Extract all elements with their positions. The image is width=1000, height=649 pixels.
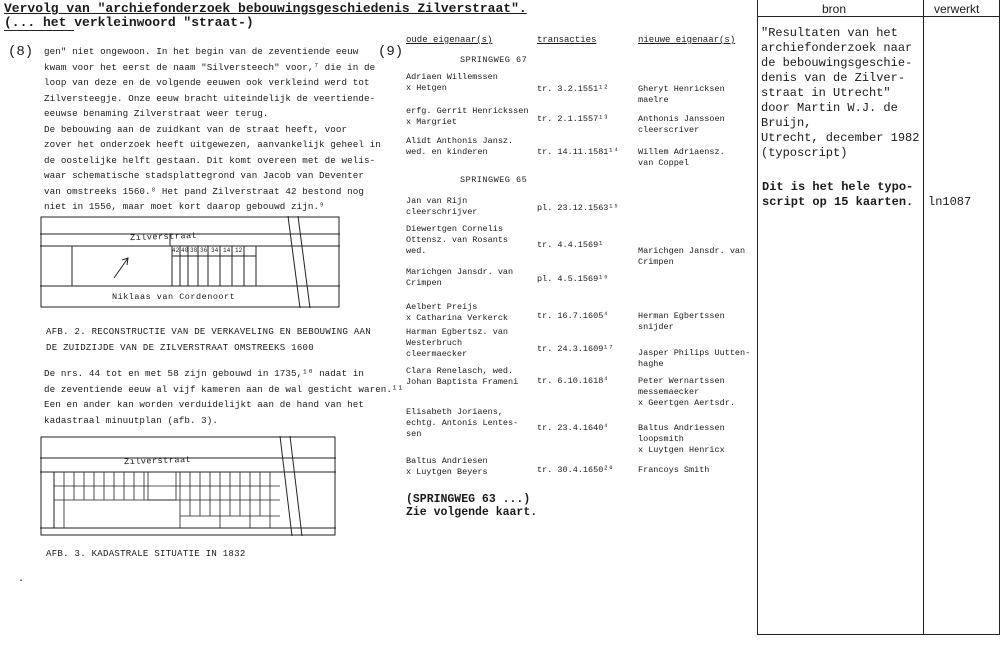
source-line: denis van de Zilver- [761, 71, 906, 85]
new-owner-line: maelre [638, 95, 669, 105]
new-owner-line: van Coppel [638, 158, 690, 168]
footer-line-1: (SPRINGWEG 63 ...) [406, 493, 531, 506]
new-owner [638, 348, 750, 370]
old-owner-line: Clara Renelasch, wed. [406, 366, 514, 376]
source-line: straat in Utrecht" [761, 86, 891, 100]
source-line: door Martin W.J. de [761, 101, 898, 115]
footer-line-2: Zie volgende kaart. [406, 506, 538, 519]
transaction: tr. 6.10.1618⁴ [537, 376, 609, 386]
old-owner [406, 72, 498, 94]
old-owner-line: Diewertgen Cornelis [406, 224, 503, 234]
new-owner-line: haghe [638, 359, 664, 369]
left-text-block [44, 44, 381, 215]
text-line: kadastraal minuutplan (afb. 3). [44, 414, 219, 426]
old-owner-line: erfg. Gerrit Henrickssen [406, 106, 529, 116]
text-line: Zilversteegje. Onze eeuw bracht uiteindelijk de veertiende- [44, 92, 376, 104]
header-new-owners: nieuwe eigenaar(s) [638, 35, 736, 45]
old-owner-line: x Margriet [406, 117, 458, 127]
old-owner-line: Elisabeth Joriaens, [406, 407, 503, 417]
section-springweg-65: SPRINGWEG 65 [460, 175, 528, 185]
text-line: waar schematische stadsplattegrond van Jacob van Deventer [44, 170, 364, 181]
stray-dot: . [18, 574, 25, 585]
transaction: tr. 23.4.1640⁴ [537, 423, 609, 433]
new-owner [638, 114, 725, 136]
old-owner-line: cleermaecker [406, 349, 468, 359]
new-owner-line: Herman Egbertssen [638, 311, 725, 321]
text-line: Een en ander kan worden verduidelijkt aan de hand van het [44, 399, 364, 410]
old-owner-line: Jan van Rijn [406, 196, 468, 206]
text-line: gen" niet ongewoon. In het begin van de zeventiende eeuw [44, 46, 359, 57]
new-owner [638, 423, 725, 456]
text-line: De nrs. 44 tot en met 58 zijn gebouwd in 1735,¹⁰ nadat in [44, 368, 364, 379]
source-note [762, 180, 913, 210]
old-owner-line: echtg. Antonis Lentes- [406, 418, 519, 428]
old-owner-line: Alidt Anthonis Jansz. [406, 136, 514, 146]
house-number: 38 [190, 247, 198, 254]
figure-caption-3: AFB. 3. KADASTRALE SITUATIE IN 1832 [46, 549, 246, 559]
new-owner-line: cleerscriver [638, 125, 700, 135]
old-owner-line: wed. en kinderen [406, 147, 488, 157]
new-owner-line: Francoys Smith [638, 465, 710, 475]
text-line: niet in 1556, maar moet kort daarop gebouwd zijn.⁹ [44, 201, 325, 212]
old-owner-line: Westerbruch [406, 338, 463, 348]
new-owner [638, 465, 709, 476]
house-number: 34 [211, 247, 219, 254]
source-line: (typoscript) [761, 146, 848, 160]
old-owner-line: Aelbert Preijs [406, 302, 478, 312]
transaction: pl. 23.12.1563¹⁵ [537, 203, 619, 213]
new-owner-line: Baltus Andriessen [638, 423, 725, 433]
transaction: tr. 4.4.1569¹ [537, 240, 604, 250]
column-divider-bron [757, 0, 758, 635]
processed-code: ln1087 [928, 195, 972, 209]
column-header-bron: bron [822, 2, 847, 16]
old-owner-line: sen [406, 429, 422, 439]
old-owner [406, 407, 518, 440]
old-owner-line: x Catharina Verkerck [406, 313, 509, 323]
old-owner [406, 106, 528, 128]
transaction: pl. 4.5.1569¹⁶ [537, 274, 609, 284]
old-owner [406, 267, 513, 289]
figure-caption-2 [46, 324, 371, 356]
old-owner-line: Crimpen [406, 278, 442, 288]
text-line: loop van deze en de volgende eeuwen ook verkleind werd tot [44, 77, 370, 88]
old-owner-line: cleerschrijver [406, 207, 478, 217]
map-cadastral-1832 [40, 436, 336, 536]
source-line: Bruijn, [761, 116, 812, 130]
column-header-verwerkt: verwerkt [934, 2, 980, 16]
title-prefix: Vervolg [4, 1, 59, 16]
new-owner [638, 311, 725, 333]
new-owner [638, 147, 725, 169]
bottom-rule [757, 634, 1000, 635]
header-transactions: transacties [537, 35, 597, 45]
source-line: "Resultaten van het [761, 26, 898, 40]
page-title [4, 2, 527, 16]
footer-next-card [406, 493, 537, 519]
old-owner-line: Marichgen Jansdr. van [406, 267, 514, 277]
note-line-2: script op 15 kaarten. [762, 195, 914, 209]
house-number: 12 [235, 247, 243, 254]
caption-line: AFB. 2. RECONSTRUCTIE VAN DE VERKAVELING EN BEBOUWING AAN [46, 327, 371, 337]
house-number: 14 [223, 247, 231, 254]
caption-line: DE ZUIDZIJDE VAN DE ZILVERSTRAAT OMSTREEKS 1600 [46, 343, 314, 353]
map1-owner-label: Niklaas van Cordenoort [112, 292, 236, 302]
card-number-left: (8) [8, 44, 34, 60]
old-owner-line: Johan Baptista Frameni [406, 377, 519, 387]
new-owner-line: Peter Wernartssen [638, 376, 725, 386]
map1-street-label: Zilverstraat [129, 230, 198, 244]
card-number-middle: (9) [378, 44, 404, 60]
old-owner-line: Adriaen Willemssen [406, 72, 498, 82]
new-owner-line: x Geertgen Aertsdr. [638, 398, 735, 408]
old-owner-line: wed. [406, 246, 427, 256]
left-text-block-2 [44, 366, 403, 428]
transaction: tr. 14.11.1581¹⁴ [537, 147, 619, 157]
title-underline-rule [4, 30, 74, 31]
column-divider-verwerkt [923, 0, 924, 635]
source-line: Utrecht, december 1982 [761, 131, 920, 145]
text-line: van omstreeks 1560.⁸ Het pand Zilverstraat 42 bestond nog [44, 185, 364, 197]
transaction: tr. 2.1.1557¹³ [537, 114, 609, 124]
new-owner [638, 246, 745, 268]
transaction: tr. 16.7.1605⁴ [537, 311, 609, 321]
new-owner-line: Gheryt Henricksen [638, 84, 725, 94]
transaction: tr. 3.2.1551¹² [537, 84, 609, 94]
old-owner-line: x Luytgen Beyers [406, 467, 488, 477]
text-line: de oostelijke helft gestaan. Dit komt overeen met de welis- [44, 154, 376, 166]
new-owner [638, 84, 725, 106]
new-owner-line: loopsmith [638, 434, 684, 444]
old-owner-line: Baltus Andriesen [406, 456, 488, 466]
new-owner [638, 376, 735, 409]
old-owner-line: x Hetgen [406, 83, 447, 93]
old-owner [406, 224, 508, 257]
section-springweg-67: SPRINGWEG 67 [460, 55, 528, 65]
new-owner-line: snijder [638, 322, 674, 332]
new-owner-line: messemaecker [638, 387, 700, 397]
old-owner [406, 136, 513, 158]
house-number: 36 [200, 247, 208, 254]
new-owner-line: Jasper Philips Uutten- [638, 348, 751, 358]
page-subtitle: (... het verkleinwoord "straat-) [4, 15, 254, 30]
old-owner [406, 196, 477, 218]
source-line: archiefonderzoek naar [761, 41, 913, 55]
text-line: eeuwse benaming Zilverstraat weer terug. [44, 108, 269, 119]
new-owner-line: x Luytgen Henricx [638, 445, 725, 455]
new-owner-line: Crimpen [638, 257, 674, 267]
old-owner [406, 366, 518, 388]
note-line-1: Dit is het hele typo- [762, 180, 914, 194]
new-owner-line: Willem Adriaensz. [638, 147, 725, 157]
text-line: kwam voor het eerst de naam "Silversteech" voor,⁷ die in de [44, 61, 376, 73]
house-number: 42 [172, 247, 180, 254]
header-old-owners: oude eigenaar(s) [406, 35, 493, 45]
source-citation [761, 26, 919, 161]
transaction: tr. 24.3.1609¹⁷ [537, 344, 614, 354]
new-owner-line: Anthonis Janssoen [638, 114, 725, 124]
old-owner [406, 302, 508, 324]
header-rule [757, 16, 1000, 17]
text-line: zover het onderzoek heeft uitgewezen, aanvankelijk geheel in [44, 139, 381, 150]
old-owner [406, 456, 488, 478]
house-number: 40 [181, 247, 189, 254]
source-line: de bebouwingsgeschie- [761, 56, 913, 70]
old-owner-line: Harman Egbertsz. van [406, 327, 509, 337]
old-owner [406, 327, 508, 360]
new-owner-line: Marichgen Jansdr. van [638, 246, 746, 256]
transaction: tr. 30.4.1650²⁰ [537, 465, 614, 475]
text-line: de zeventiende eeuw al vijf kameren aan de wal gesticht waren.¹¹ [44, 383, 404, 395]
map2-street-label: Zilverstraat [123, 454, 192, 468]
text-line: De bebouwing aan de zuidkant van de straat heeft, voor [44, 123, 348, 135]
title-rest: van "archiefonderzoek bebouwingsgeschiedenis Zilverstraat". [58, 1, 527, 16]
old-owner-line: Ottensz. van Rosants [406, 235, 509, 245]
